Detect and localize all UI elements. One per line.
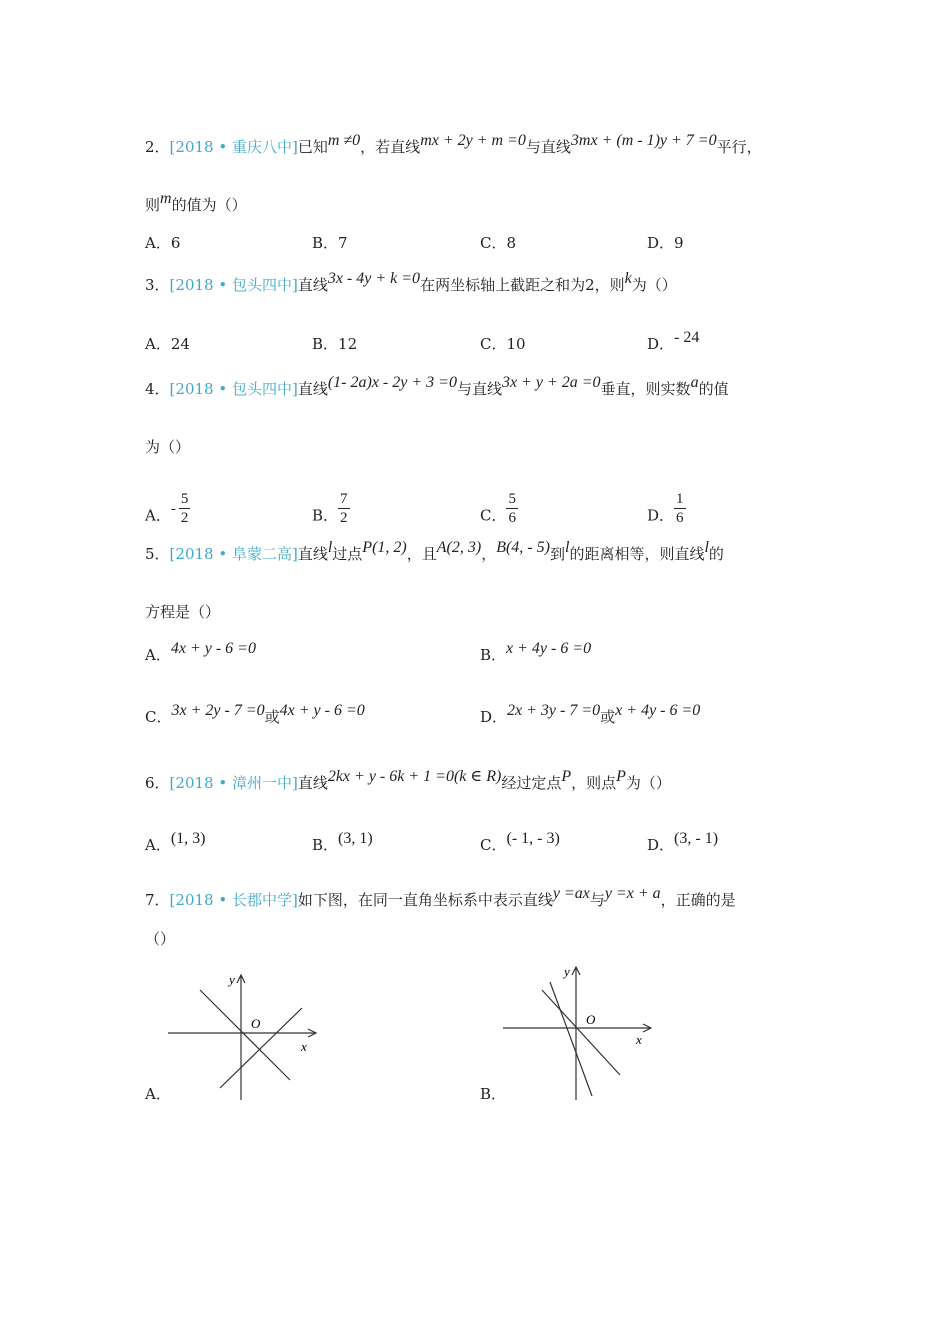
math: (3, - 1) [674, 830, 719, 847]
text: 直线 [297, 276, 328, 294]
fraction [674, 490, 686, 527]
text: 方程是（） [145, 603, 221, 621]
option-label: A． [145, 646, 171, 664]
option-a: A．6 [145, 234, 181, 252]
figure-a-label: A． [145, 1085, 171, 1103]
math: B(4, - 5) [496, 539, 550, 556]
text: 过点 [332, 545, 363, 563]
question-number: 4． [145, 380, 170, 398]
math: mx + 2y + m =0 [420, 132, 526, 149]
question-number: 2． [145, 138, 170, 156]
option-c [480, 491, 518, 535]
math: P [561, 768, 572, 785]
option-label: D． [480, 708, 508, 726]
source-tag: [2018 • 包头四中] [169, 276, 298, 294]
math: 4x + y - 6 =0 [170, 640, 256, 657]
source-tag: [2018 • 漳州一中] [169, 774, 298, 792]
graph-b [500, 960, 660, 1102]
option-d [647, 491, 686, 535]
text: ，若直线 [360, 138, 421, 156]
source-tag: [2018 • 阜蒙二高] [169, 545, 298, 563]
text: 的值为（） [171, 196, 247, 214]
math: l [704, 539, 709, 556]
math: l [564, 539, 570, 556]
minus-sign: - [170, 500, 176, 517]
denominator: 6 [508, 510, 516, 526]
option-b [312, 830, 373, 857]
numerator: 1 [676, 491, 684, 507]
text: 垂直，则实数 [600, 380, 691, 398]
math: A(2, 3) [436, 539, 482, 556]
option-d [647, 830, 719, 857]
text: 的 [708, 545, 724, 563]
question-3-line-1 [145, 270, 677, 297]
option-d [647, 329, 700, 356]
math: k [624, 270, 632, 287]
denominator: 6 [676, 510, 684, 526]
math: y =x + a [604, 885, 661, 902]
math: x + 4y - 6 =0 [615, 702, 701, 719]
option-b: B．12 [312, 335, 358, 353]
option-label: B． [480, 646, 507, 664]
text: 平行， [716, 138, 762, 156]
question-7-line-2 [145, 928, 175, 950]
text: 或 [600, 708, 616, 726]
question-number: 5． [145, 545, 170, 563]
math: 4x + y - 6 =0 [279, 702, 365, 719]
text: 或 [264, 708, 280, 726]
option-label: D． [647, 506, 675, 525]
option-b: B．7 [312, 234, 348, 252]
option-label: A． [145, 836, 171, 854]
line-2 [220, 1008, 302, 1088]
y-label: y [564, 964, 570, 979]
text: 为（） [625, 774, 671, 792]
option-label: C． [480, 506, 507, 525]
option-c [480, 830, 560, 857]
text: 为（） [631, 276, 677, 294]
figure-b-label: B． [480, 1085, 507, 1103]
math: P(1, 2) [362, 539, 407, 556]
text: （） [145, 930, 176, 948]
text: 的距离相等，则直线 [569, 545, 705, 563]
origin-label: O [586, 1012, 596, 1027]
math: 3mx + (m - 1)y + 7 =0 [570, 132, 717, 149]
math: (1- 2a)x - 2y + 3 =0 [327, 374, 457, 391]
option-b [312, 491, 350, 535]
math: y =ax [552, 885, 590, 902]
text: 已知 [297, 138, 328, 156]
math: x + 4y - 6 =0 [506, 640, 592, 657]
text: 直线 [297, 774, 328, 792]
text: 经过定点 [501, 774, 562, 792]
math: 2kx + y - 6k + 1 =0(k ∈ R) [327, 768, 502, 785]
source-tag: [2018 • 包头四中] [169, 380, 298, 398]
question-6-line-1 [145, 768, 671, 795]
option-a [145, 640, 256, 667]
question-4-line-2 [145, 436, 190, 458]
line-1 [542, 990, 620, 1075]
text: 如下图，在同一直角坐标系中表示直线 [297, 891, 553, 909]
math: (- 1, - 3) [506, 830, 560, 847]
question-number: 3． [145, 276, 170, 294]
line-2 [550, 982, 592, 1096]
numerator: 5 [508, 491, 516, 507]
question-2-line-2 [145, 190, 247, 217]
math: P [616, 768, 626, 785]
math: m [160, 190, 172, 207]
numerator: 5 [180, 491, 189, 507]
x-label: x [301, 1039, 307, 1054]
text: 与直线 [456, 380, 502, 398]
line-1 [200, 990, 290, 1080]
option-label: D． [647, 335, 675, 353]
text: ，且 [406, 545, 437, 563]
math: m ≠0 [327, 132, 361, 149]
text: ，则点 [571, 774, 617, 792]
question-number: 7． [145, 891, 170, 909]
math: a [690, 374, 699, 391]
question-4-line-1 [145, 374, 729, 401]
option-label: C． [480, 836, 507, 854]
option-b [480, 640, 592, 667]
question-7-line-1 [145, 885, 736, 912]
text: ， [481, 545, 497, 563]
math: 3x + 2y - 7 =0 [171, 702, 265, 719]
math: (3, 1) [338, 830, 373, 847]
option-c: C．8 [480, 234, 517, 252]
option-d: D．9 [647, 234, 684, 252]
option-a: A．24 [145, 335, 190, 353]
option-a [145, 830, 206, 857]
text: 直线 [297, 380, 328, 398]
math: 3x - 4y + k =0 [327, 270, 421, 287]
x-label: x [636, 1032, 642, 1047]
fraction [506, 490, 518, 527]
origin-label: O [251, 1016, 261, 1031]
text: 直线 [297, 545, 328, 563]
option-c: C．10 [480, 335, 526, 353]
fraction [179, 490, 191, 527]
text: 的值 [698, 380, 729, 398]
text: 到 [549, 545, 565, 563]
option-a [145, 491, 190, 535]
denominator: 2 [340, 510, 348, 526]
text: 在两坐标轴上截距之和为2，则 [420, 276, 625, 294]
source-tag: [2018 • 长郡中学] [169, 891, 298, 909]
math: (1, 3) [170, 830, 206, 847]
graph-a [165, 970, 325, 1102]
source-tag: [2018 • 重庆八中] [169, 138, 298, 156]
option-c [145, 702, 365, 729]
text: 与 [589, 891, 605, 909]
question-5-line-2 [145, 601, 220, 623]
denominator: 2 [180, 510, 189, 526]
y-label: y [229, 972, 235, 987]
question-number: 6． [145, 774, 170, 792]
option-label: B． [312, 506, 339, 525]
text: ，正确的是 [660, 891, 736, 909]
option-d [480, 702, 701, 729]
option-label: C． [145, 708, 172, 726]
question-5-line-1 [145, 539, 724, 566]
option-value: - 24 [674, 329, 700, 346]
fraction [338, 490, 350, 527]
math: 3x + y + 2a =0 [501, 374, 601, 391]
option-label: D． [647, 836, 675, 854]
question-2-line-1 [145, 132, 762, 159]
option-label: B． [312, 836, 339, 854]
math: l [327, 539, 333, 556]
math: 2x + 3y - 7 =0 [507, 702, 601, 719]
text: 与直线 [525, 138, 571, 156]
option-label: A． [145, 506, 171, 525]
numerator: 7 [340, 491, 348, 507]
text: 则 [145, 196, 161, 214]
text: 为（） [145, 438, 191, 456]
